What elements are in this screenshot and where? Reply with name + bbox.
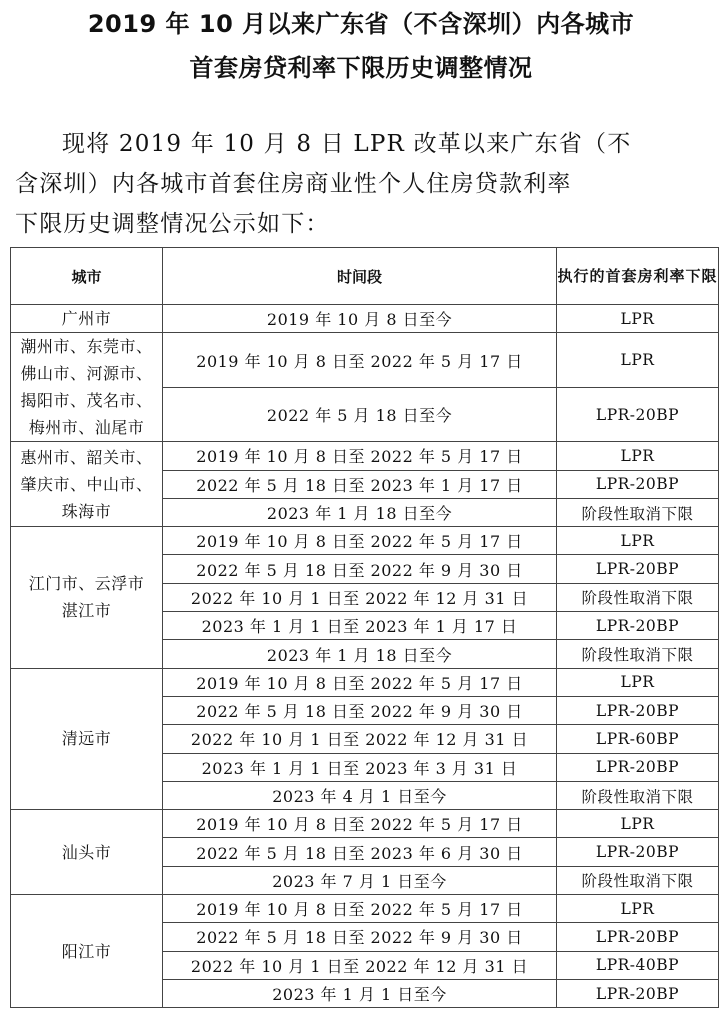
period-cell: 2019 年 10 月 8 日至 2022 年 5 月 17 日 xyxy=(163,668,557,696)
city-name-line: 佛山市、河源市、 xyxy=(20,364,153,384)
table-row xyxy=(11,442,719,470)
rate-history-table xyxy=(10,247,719,1008)
rate-floor-cell: 阶段性取消下限 xyxy=(557,583,719,611)
period-cell: 2022 年 10 月 1 日至 2022 年 12 月 31 日 xyxy=(163,725,557,753)
period-cell: 2023 年 1 月 18 日至今 xyxy=(163,498,557,526)
period-cell: 2022 年 10 月 1 日至 2022 年 12 月 31 日 xyxy=(163,951,557,979)
city-cell xyxy=(11,305,163,333)
rate-floor-cell: LPR xyxy=(557,668,719,696)
period-cell: 2022 年 10 月 1 日至 2022 年 12 月 31 日 xyxy=(163,583,557,611)
period-cell: 2023 年 4 月 1 日至今 xyxy=(163,781,557,809)
period-cell: 2023 年 1 月 1 日至今 xyxy=(163,979,557,1007)
rate-floor-cell: LPR-20BP xyxy=(557,979,719,1007)
rate-floor-cell: LPR-20BP xyxy=(557,470,719,498)
period-cell: 2019 年 10 月 8 日至 2022 年 5 月 17 日 xyxy=(163,810,557,838)
rate-floor-cell: 阶段性取消下限 xyxy=(557,640,719,668)
period-cell: 2022 年 5 月 18 日至 2023 年 1 月 17 日 xyxy=(163,470,557,498)
city-name-line: 潮州市、东莞市、 xyxy=(20,337,153,357)
city-name-line: 湛江市 xyxy=(61,601,112,621)
rate-floor-cell: LPR-40BP xyxy=(557,951,719,979)
table-header-row xyxy=(11,248,719,305)
city-name-line: 阳江市 xyxy=(61,941,112,961)
city-cell xyxy=(11,527,163,668)
rate-floor-cell: 阶段性取消下限 xyxy=(557,781,719,809)
city-name-line: 汕头市 xyxy=(61,842,112,862)
city-name-line: 广州市 xyxy=(61,309,112,329)
rate-floor-cell: LPR xyxy=(557,527,719,555)
city-name-line: 肇庆市、中山市、 xyxy=(20,474,153,494)
city-cell xyxy=(11,442,163,527)
city-name-line: 梅州市、汕尾市 xyxy=(28,418,145,438)
rate-floor-cell: LPR-20BP xyxy=(557,838,719,866)
city-name-line: 江门市、云浮市 xyxy=(28,574,145,594)
period-cell: 2022 年 5 月 18 日至 2022 年 9 月 30 日 xyxy=(163,555,557,583)
period-cell: 2022 年 5 月 18 日至 2022 年 9 月 30 日 xyxy=(163,696,557,724)
intro-paragraph-line-1: 现将 2019 年 10 月 8 日 LPR 改革以来广东省（不 xyxy=(62,131,632,157)
city-name-line: 珠海市 xyxy=(61,501,112,521)
city-cell xyxy=(11,895,163,1008)
period-cell: 2019 年 10 月 8 日至今 xyxy=(163,305,557,333)
table-row xyxy=(11,810,719,838)
table-row xyxy=(11,305,719,333)
period-cell: 2023 年 1 月 1 日至 2023 年 3 月 31 日 xyxy=(163,753,557,781)
period-cell: 2022 年 5 月 18 日至 2022 年 9 月 30 日 xyxy=(163,923,557,951)
period-cell: 2022 年 5 月 18 日至今 xyxy=(163,387,557,442)
rate-floor-cell: LPR xyxy=(557,305,719,333)
rate-floor-cell: LPR-20BP xyxy=(557,387,719,442)
city-cell xyxy=(11,333,163,442)
header-rate-floor: 执行的首套房利率下限 xyxy=(557,248,719,305)
rate-floor-cell: LPR-60BP xyxy=(557,725,719,753)
rate-floor-cell: LPR-20BP xyxy=(557,555,719,583)
period-cell: 2019 年 10 月 8 日至 2022 年 5 月 17 日 xyxy=(163,895,557,923)
rate-floor-cell: LPR xyxy=(557,810,719,838)
rate-floor-cell: LPR-20BP xyxy=(557,923,719,951)
period-cell: 2019 年 10 月 8 日至 2022 年 5 月 17 日 xyxy=(163,527,557,555)
city-cell xyxy=(11,810,163,895)
rate-floor-cell: LPR-20BP xyxy=(557,753,719,781)
rate-floor-cell: LPR xyxy=(557,442,719,470)
period-cell: 2019 年 10 月 8 日至 2022 年 5 月 17 日 xyxy=(163,333,557,388)
period-cell: 2023 年 1 月 18 日至今 xyxy=(163,640,557,668)
period-cell: 2022 年 5 月 18 日至 2023 年 6 月 30 日 xyxy=(163,838,557,866)
table-row xyxy=(11,895,719,923)
document-title-line-2: 首套房贷利率下限历史调整情况 xyxy=(189,54,533,82)
period-cell: 2023 年 7 月 1 日至今 xyxy=(163,866,557,894)
header-city: 城市 xyxy=(11,248,163,305)
rate-floor-cell: 阶段性取消下限 xyxy=(557,498,719,526)
rate-floor-cell: LPR xyxy=(557,333,719,388)
intro-paragraph-line-2: 含深圳）内各城市首套住房商业性个人住房贷款利率 xyxy=(15,171,572,197)
city-name-line: 揭阳市、茂名市、 xyxy=(20,391,153,411)
rate-floor-cell: LPR xyxy=(557,895,719,923)
city-name-line: 惠州市、韶关市、 xyxy=(20,447,153,467)
document-title-line-1: 2019 年 10 月以来广东省（不含深圳）内各城市 xyxy=(87,10,635,38)
table-row xyxy=(11,668,719,696)
city-cell xyxy=(11,668,163,809)
rate-floor-cell: LPR-20BP xyxy=(557,612,719,640)
header-period: 时间段 xyxy=(163,248,557,305)
period-cell: 2023 年 1 月 1 日至 2023 年 1 月 17 日 xyxy=(163,612,557,640)
intro-paragraph-line-3: 下限历史调整情况公示如下： xyxy=(15,211,330,237)
period-cell: 2019 年 10 月 8 日至 2022 年 5 月 17 日 xyxy=(163,442,557,470)
rate-floor-cell: LPR-20BP xyxy=(557,696,719,724)
table-row xyxy=(11,333,719,388)
city-name-line: 清远市 xyxy=(61,729,112,749)
rate-floor-cell: 阶段性取消下限 xyxy=(557,866,719,894)
table-row xyxy=(11,527,719,555)
